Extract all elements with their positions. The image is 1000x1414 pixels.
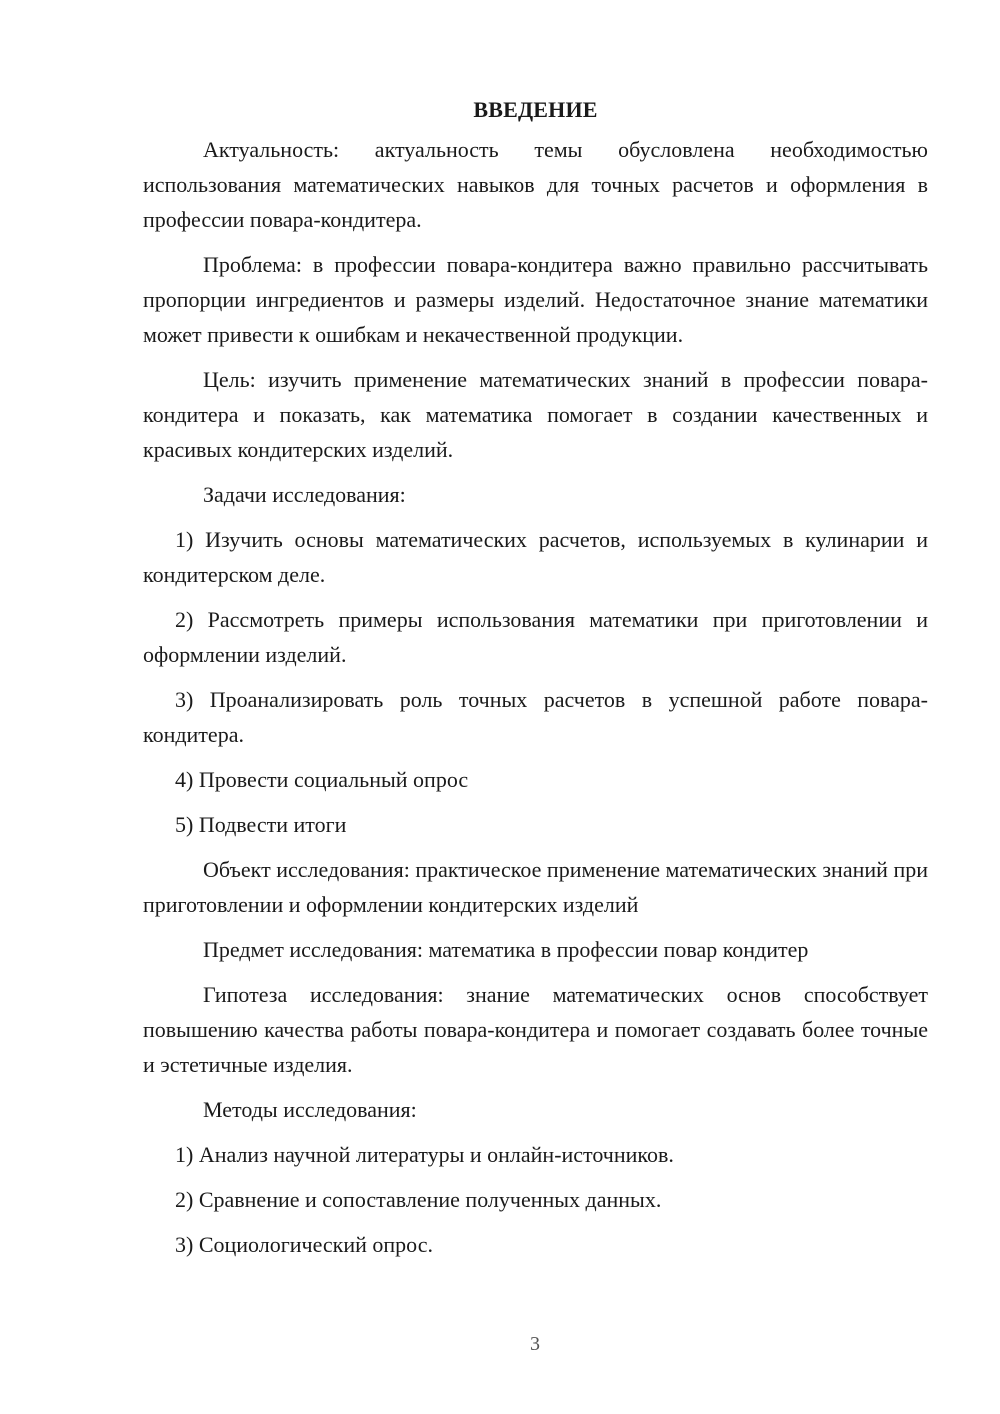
paragraph-goal: Цель: изучить применение математических знаний в профессии повара-кондитера и показать, как математика помогает в создании качественных и красивых кондитерских изделий. (143, 367, 928, 462)
task-item-3: 3) Проанализировать роль точных расчетов в успешной работе повара-кондитера. (143, 687, 928, 747)
document-title: ВВЕДЕНИЕ (473, 97, 598, 122)
paragraph-subject: Предмет исследования: математика в профессии повар кондитер (203, 937, 809, 962)
paragraph-problem: Проблема: в профессии повара-кондитера важно правильно рассчитывать пропорции ингредиентов и размеры изделий. Недостаточное знание математики может привести к ошибкам и некачественной продукции. (143, 252, 928, 347)
paragraph-tasks-heading: Задачи исследования: (203, 482, 406, 507)
task-item-4: 4) Провести социальный опрос (175, 767, 469, 792)
paragraph-methods-heading: Методы исследования: (203, 1097, 417, 1122)
task-item-2: 2) Рассмотреть примеры использования математики при приготовлении и оформлении изделий. (143, 607, 928, 667)
document-page (143, 92, 928, 1272)
page-number: 3 (530, 1333, 540, 1355)
paragraph-hypothesis: Гипотеза исследования: знание математических основ способствует повышению качества работы повара-кондитера и помогает создавать более точные и эстетичные изделия. (143, 982, 928, 1077)
task-item-1: 1) Изучить основы математических расчетов, используемых в кулинарии и кондитерском деле. (143, 527, 928, 587)
paragraph-object: Объект исследования: практическое применение математических знаний при приготовлении и оформлении кондитерских изделий (143, 857, 928, 917)
paragraph-relevance: Актуальность: актуальность темы обусловлена необходимостью использования математических навыков для точных расчетов и оформления в профессии повара-кондитера. (143, 137, 928, 232)
task-item-5: 5) Подвести итоги (175, 812, 347, 837)
method-item-3: 3) Социологический опрос. (175, 1232, 433, 1257)
method-item-2: 2) Сравнение и сопоставление полученных данных. (175, 1187, 662, 1212)
method-item-1: 1) Анализ научной литературы и онлайн-источников. (175, 1142, 674, 1167)
